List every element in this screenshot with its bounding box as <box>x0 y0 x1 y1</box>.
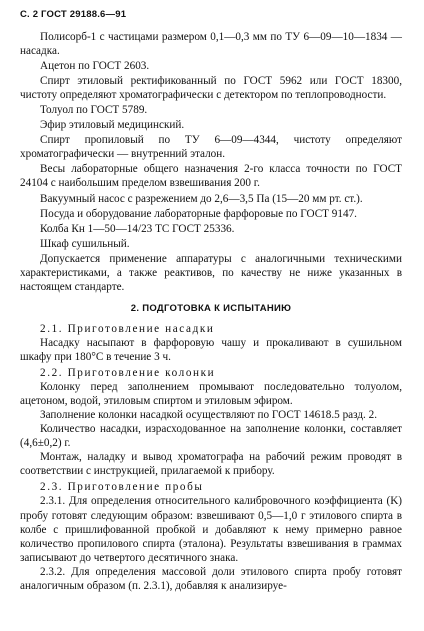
paragraph: 2.3.2. Для определения массовой доли этилового спирта пробу готовят аналогичным образом (п. 2.3.1), добавляя к анализируе- <box>20 565 402 592</box>
reagent-item: Колба Кн 1—50—14/23 ТС ГОСТ 25336. <box>40 222 235 235</box>
paragraph: 2.3.1. Для определения относительного калибровочного коэффициента (K) пробу готовят следующим образом: взвешивают 0,5—1,0 г этилового спирта в колбе с пришлифованной пробкой и добавляют к нему примерно равное количество пропилового спирта (эталона). Результаты взвешивания в граммах записывают до четвертого десятичного знака. <box>20 495 402 564</box>
reagent-item: Полисорб-1 с частицами размером 0,1—0,3 мм по ТУ 6—09—10—1834 — насадка. <box>20 31 402 58</box>
reagents-list <box>20 30 402 294</box>
paragraph: Колонку перед заполнением промывают последовательно толуолом, ацетоном, водой, этиловым спиртом и этиловым эфиром. <box>20 381 402 408</box>
reagent-item: Шкаф сушильный. <box>40 237 130 250</box>
subsection-title: 2.3. Приготовление пробы <box>40 481 204 494</box>
reagent-item: Весы лабораторные общего назначения 2-го класса точности по ГОСТ 24104 с наибольшим пределом взвешивания 200 г. <box>20 163 402 190</box>
reagent-item: Ацетон по ГОСТ 2603. <box>40 60 150 73</box>
reagent-item: Посуда и оборудование лабораторные фарфоровые по ГОСТ 9147. <box>40 207 357 220</box>
page-header: С. 2 ГОСТ 29188.6—91 <box>20 9 127 20</box>
paragraph: Монтаж, наладку и вывод хроматографа на рабочий режим проводят в соответствии с инструкцией, прилагаемой к прибору. <box>20 451 402 478</box>
reagent-item: Толуол по ГОСТ 5789. <box>40 104 148 117</box>
reagent-item: Спирт этиловый ректификованный по ГОСТ 5962 или ГОСТ 18300, чистоту определяют хроматографически с детектором по теплопроводности. <box>20 75 402 102</box>
reagent-item: Эфир этиловый медицинский. <box>40 119 185 132</box>
subsection-title: 2.2. Приготовление колонки <box>40 367 216 380</box>
section-title: 2. ПОДГОТОВКА К ИСПЫТАНИЮ <box>130 302 292 314</box>
reagent-item: Допускается применение аппаратуры с аналогичными техническими характеристиками, а также реактивов, по качеству не ниже указанных в настоящем стандарте. <box>20 252 402 293</box>
paragraph: Заполнение колонки насадкой осуществляют по ГОСТ 14618.5 разд. 2. <box>40 409 378 422</box>
paragraph: Количество насадки, израсходованное на заполнение колонки, составляет (4,6±0,2) г. <box>20 423 402 450</box>
reagent-item: Спирт пропиловый по ТУ 6—09—4344, чистоту определяют хроматографически — внутренний эталон. <box>20 134 402 161</box>
subsection-title: 2.1. Приготовление насадки <box>40 322 215 335</box>
paragraph: Насадку насыпают в фарфоровую чашу и прокаливают в сушильном шкафу при 180°С в течение 3 ч. <box>20 336 402 363</box>
reagent-item: Вакуумный насос с разрежением до 2,6—3,5 Па (15—20 мм рт. ст.). <box>40 192 363 205</box>
